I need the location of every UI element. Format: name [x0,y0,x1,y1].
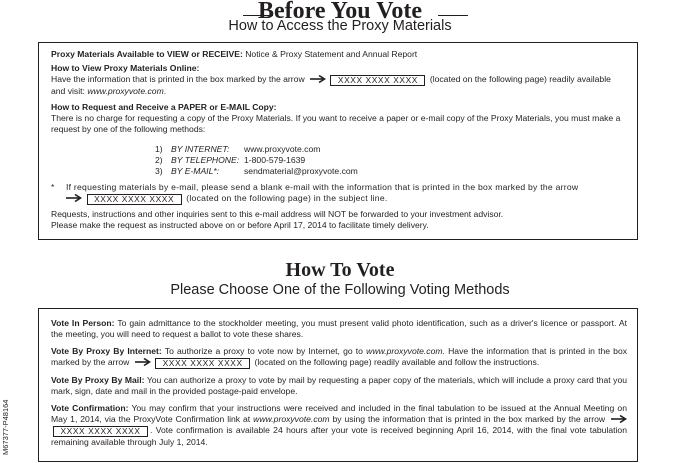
how-to-vote-title: How To Vote [285,259,395,281]
email-note: * If requesting materials by e-mail, please send a blank e-mail with the information that is printed in the box marked by the arrow XXXX XXXX XXXX (located on the following page) in the subject line. [51,182,579,204]
method-internet-value[interactable]: www.proxyvote.com [244,144,321,154]
arrow-right-icon [310,75,326,83]
method-telephone: 2) BY TELEPHONE: 1-800-579-1639 [155,155,306,165]
control-number-box: XXXX XXXX XXXX [53,426,148,437]
arrow-right-icon [135,358,151,366]
online-heading: How to View Proxy Materials Online: [51,63,200,73]
proxy-materials-box [38,42,638,240]
materials-available-line: Proxy Materials Available to VIEW or RECEIVE: Notice & Proxy Statement and Annual Report [51,49,418,59]
footer-note-2: Please make the request as instructed above on or before April 17, 2014 to facilitate timely delivery. [51,220,429,230]
control-number-box: XXXX XXXX XXXX [87,194,182,205]
title-rule-right [438,15,468,16]
proxyvote-link[interactable]: www.proxyvote.com. [366,346,445,356]
request-methods-list [155,144,627,177]
proxyvote-link[interactable]: www.proxyvote.com [87,86,164,96]
before-you-vote-title: Before You Vote [258,0,422,24]
method-email: 3) BY E-MAIL*: sendmaterial@proxyvote.com [155,166,358,176]
voting-methods-box [38,308,638,462]
control-number-box: XXXX XXXX XXXX [155,358,250,369]
proxyvote-link[interactable]: www.proxyvote.com [253,414,330,424]
vote-in-person: Vote In Person: To gain admittance to the stockholder meeting, you must present valid photo identification, such as a driver's licence or passport. At the meeting, you will need to request a ballot to vote these shares. [51,318,628,339]
vote-confirmation: Vote Confirmation: You may confirm that your instructions were received and included in the final tabulation to be issued at the Annual Meeting on May 1, 2014, via the ProxyVote Confirmation link at www.proxyvote.com by using the information that is printed in the box marked by the arrow XXXX XXXX XXXX . Vote confirmation is available 24 hours after your vote is received beginning April 16, 2014, with the final vote tabulation remaining available through July 1, 2014. [51,403,627,447]
request-text: There is no charge for requesting a copy of the Proxy Materials. If you want to receive a paper or e-mail copy of the Proxy Materials, you must make a request by one of the following methods: [51,113,621,134]
method-email-value[interactable]: sendmaterial@proxyvote.com [244,166,358,176]
document-id: M67377-P48164 [1,399,10,455]
footer-note-1: Requests, instructions and other inquiries sent to this e-mail address will NOT be forwarded to your investment advisor. [51,209,504,219]
request-heading: How to Request and Receive a PAPER or E-MAIL Copy: [51,102,277,112]
method-internet: 1) BY INTERNET: www.proxyvote.com [155,144,321,154]
arrow-right-icon [66,194,82,202]
how-to-vote-subtitle: Please Choose One of the Following Voting Methods [170,282,510,298]
vote-by-mail: Vote By Proxy By Mail: You can authorize a proxy to vote by mail by requesting a paper copy of the materials, which will include a proxy card that you mark, sign, date and mail in the provided postage-paid envelope. [51,375,628,396]
online-instructions: Have the information that is printed in the box marked by the arrow XXXX XXXX XXXX (located on the following page) readily available and visit: www.proxyvote.com. [51,74,611,96]
method-telephone-value[interactable]: 1-800-579-1639 [244,155,306,165]
vote-by-internet: Vote By Proxy By Internet: To authorize a proxy to vote now by Internet, go to www.proxyvote.com. Have the information that is printed in the box marked by the arrow XXXX XXXX XXXX (located on the following page) readily available and follow the instructions. [51,346,628,368]
before-you-vote-subtitle: How to Access the Proxy Materials [228,18,452,34]
control-number-box: XXXX XXXX XXXX [330,75,425,86]
arrow-right-icon [611,415,627,423]
